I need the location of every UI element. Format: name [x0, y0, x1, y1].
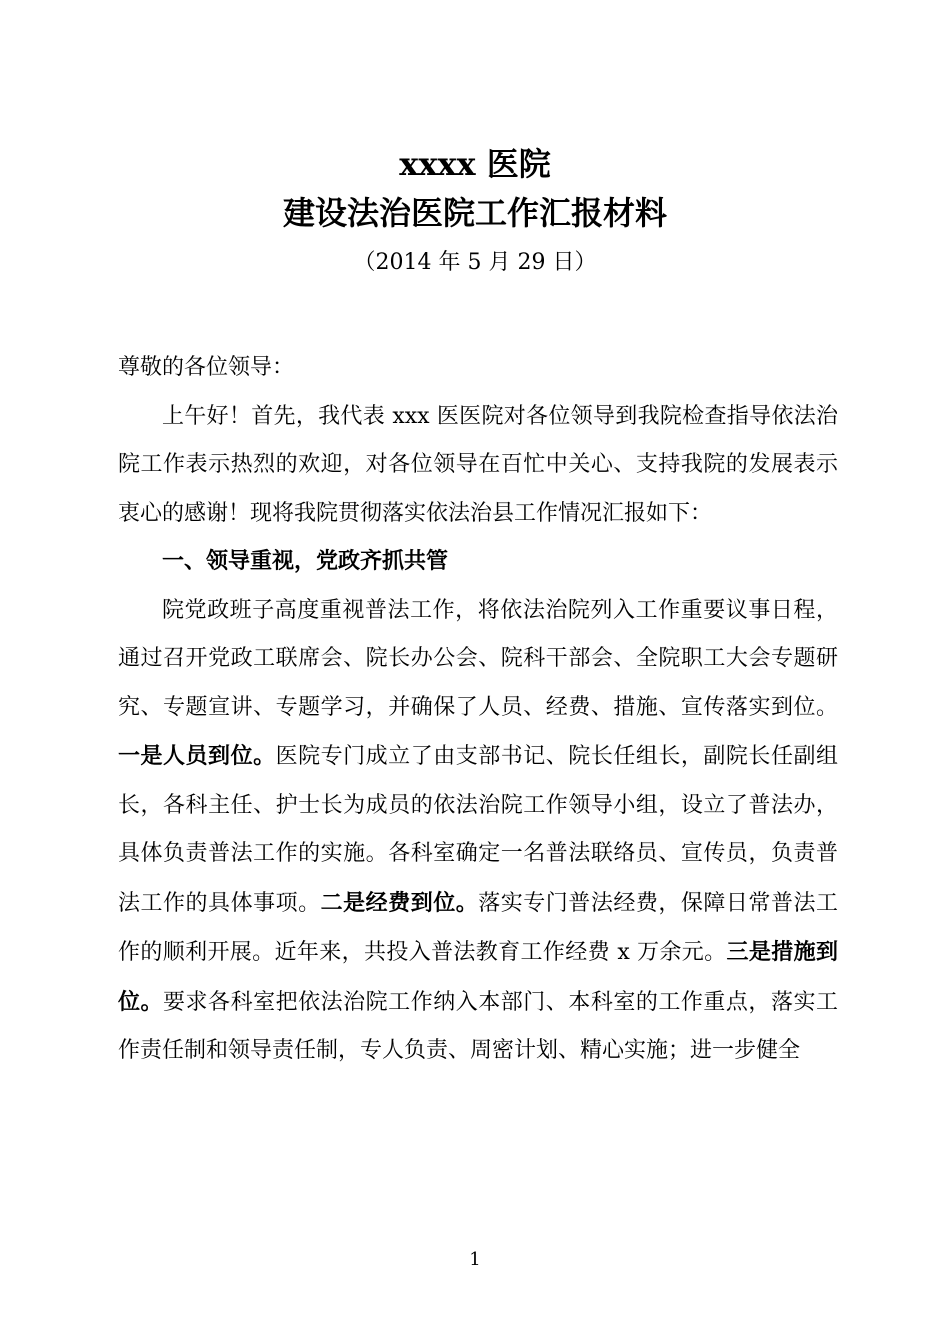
point-2-heading: 二是经费到位。 — [320, 889, 479, 916]
point-3-heading: 三是措施到位。 — [118, 939, 838, 1015]
page-number: 1 — [469, 1249, 481, 1270]
document-body — [118, 344, 838, 1076]
section-1-text-a: 院党政班子高度重视普法工作，将依法治院列入工作重要议事日程，通过召开党政工联席会、院长办公会、院科干部会、全院职工大会专题研究、专题宣讲、专题学习，并确保了人员、经费、措施、宣传落实到位。 — [118, 597, 838, 720]
section-1-text-d: 要求各科室把依法治院工作纳入本部门、本科室的工作重点，落实工作责任制和领导责任制，专人负责、周密计划、精心实施；进一步健全 — [118, 989, 838, 1063]
intro-paragraph: 上午好！首先，我代表 xxx 医医院对各位领导到我院检查指导依法治院工作表示热烈的欢迎，对各位领导在百忙中关心、支持我院的发展表示衷心的感谢！现将我院贯彻落实依法治县工作情况汇报如下： — [118, 403, 838, 526]
section-1-paragraph — [118, 587, 838, 1076]
hospital-name-title: xxxx 医院 — [399, 145, 551, 183]
report-date: （2014 年 5 月 29 日） — [353, 250, 597, 275]
section-1-text-c: 落实专门普法经费，保障日常普法工作的顺利开展。近年来，共投入普法教育工作经费 x 万余元。 — [118, 890, 838, 965]
section-heading-1: 一、领导重视，党政齐抓共管 — [162, 549, 449, 574]
report-title: 建设法治医院工作汇报材料 — [282, 194, 667, 232]
salutation: 尊敬的各位领导： — [118, 355, 295, 380]
point-1-heading: 一是人员到位。 — [118, 743, 276, 769]
title-block — [0, 142, 950, 278]
section-1-text-b: 医院专门成立了由支部书记、院长任组长，副院长任副组长，各科主任、护士长为成员的依法治院工作领导小组，设立了普法办，具体负责普法工作的实施。各科室确定一名普法联络员、宣传员，负责普法工作的具体事项。 — [118, 744, 838, 916]
